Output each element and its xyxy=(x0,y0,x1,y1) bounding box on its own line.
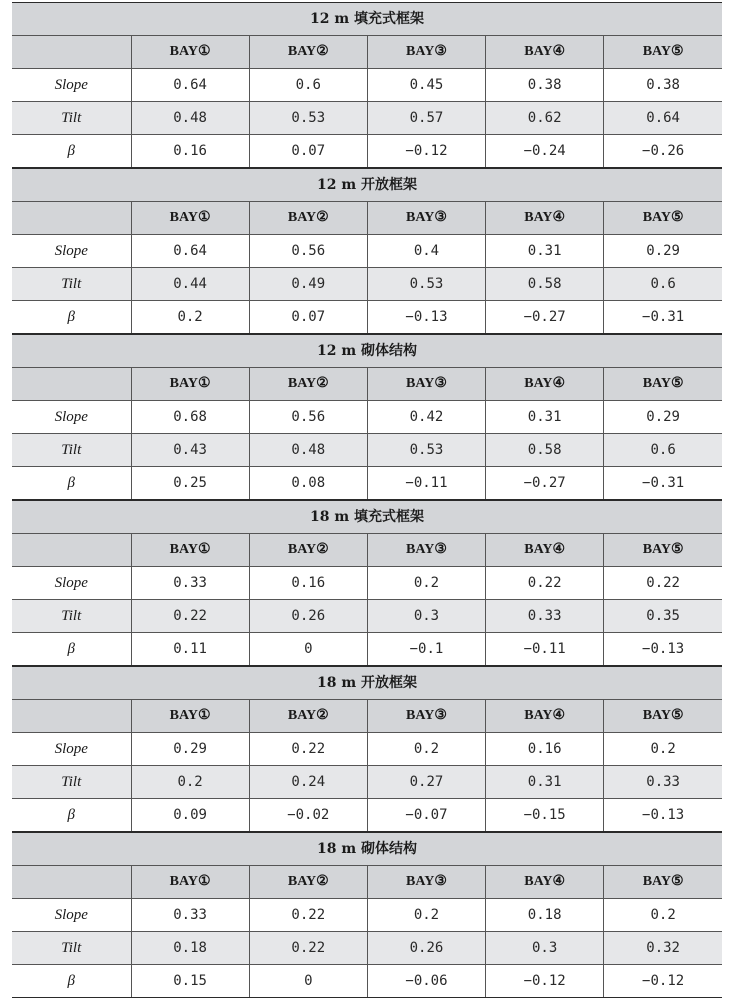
table-row-tilt xyxy=(12,932,722,965)
table-row-beta xyxy=(12,301,722,334)
table-cell: −0.12 xyxy=(604,965,722,998)
section-title-row xyxy=(12,833,722,866)
column-header: BAY③ xyxy=(367,202,485,235)
table-cell: −0.12 xyxy=(367,135,485,168)
table-row-beta xyxy=(12,799,722,832)
table-cell: 0.57 xyxy=(367,102,485,135)
table-cell: 0.6 xyxy=(249,69,367,102)
table-cell: −0.11 xyxy=(486,633,604,666)
table-cell: 0.31 xyxy=(486,401,604,434)
table-cell: 0.6 xyxy=(604,268,722,301)
table-cell: 0.3 xyxy=(486,932,604,965)
row-label: Slope xyxy=(12,733,131,766)
table-cell: 0.27 xyxy=(367,766,485,799)
table-cell: 0.4 xyxy=(367,235,485,268)
section-title: 18 m 填充式框架 xyxy=(12,501,722,534)
table-cell: 0.33 xyxy=(604,766,722,799)
table-cell: 0.2 xyxy=(604,899,722,932)
column-header: BAY② xyxy=(249,36,367,69)
section-table xyxy=(12,168,722,334)
table-cell: −0.15 xyxy=(486,799,604,832)
section-title: 12 m 填充式框架 xyxy=(12,3,722,36)
column-header: BAY① xyxy=(131,700,249,733)
table-cell: 0.53 xyxy=(367,434,485,467)
section-title-row xyxy=(12,3,722,36)
table-row-tilt xyxy=(12,268,722,301)
table-row-slope xyxy=(12,733,722,766)
table-cell: 0.11 xyxy=(131,633,249,666)
table-cell: 0.18 xyxy=(131,932,249,965)
section-table xyxy=(12,334,722,500)
section-table xyxy=(12,832,722,998)
table-cell: 0.33 xyxy=(486,600,604,633)
row-label: β xyxy=(12,301,131,334)
row-label: β xyxy=(12,135,131,168)
column-header: BAY③ xyxy=(367,368,485,401)
row-label: Tilt xyxy=(12,766,131,799)
table-cell: 0.6 xyxy=(604,434,722,467)
table-cell: 0.22 xyxy=(249,899,367,932)
table-cell: 0.48 xyxy=(131,102,249,135)
corner-cell xyxy=(12,534,131,567)
table-cell: 0.49 xyxy=(249,268,367,301)
table-cell: 0.53 xyxy=(367,268,485,301)
table-cell: 0.26 xyxy=(249,600,367,633)
table-row-tilt xyxy=(12,434,722,467)
column-header: BAY③ xyxy=(367,36,485,69)
column-header: BAY⑤ xyxy=(604,866,722,899)
table-cell: 0.33 xyxy=(131,567,249,600)
table-cell: −0.13 xyxy=(604,633,722,666)
table-cell: 0.29 xyxy=(604,235,722,268)
column-header-row xyxy=(12,202,722,235)
column-header: BAY① xyxy=(131,36,249,69)
row-label: β xyxy=(12,965,131,998)
table-cell: 0.53 xyxy=(249,102,367,135)
table-cell: 0.56 xyxy=(249,401,367,434)
table-cell: −0.13 xyxy=(367,301,485,334)
table-cell: −0.06 xyxy=(367,965,485,998)
section-title-row xyxy=(12,335,722,368)
table-cell: 0.07 xyxy=(249,135,367,168)
table-cell: 0 xyxy=(249,633,367,666)
table-cell: 0.29 xyxy=(131,733,249,766)
table-cell: 0.22 xyxy=(486,567,604,600)
column-header: BAY① xyxy=(131,368,249,401)
row-label: Tilt xyxy=(12,102,131,135)
table-row-slope xyxy=(12,235,722,268)
table-cell: 0.15 xyxy=(131,965,249,998)
column-header: BAY⑤ xyxy=(604,36,722,69)
table-cell: 0.64 xyxy=(604,102,722,135)
column-header: BAY⑤ xyxy=(604,700,722,733)
table-cell: −0.31 xyxy=(604,467,722,500)
row-label: β xyxy=(12,467,131,500)
table-cell: −0.24 xyxy=(486,135,604,168)
column-header: BAY③ xyxy=(367,866,485,899)
table-cell: 0.33 xyxy=(131,899,249,932)
column-header: BAY④ xyxy=(486,866,604,899)
column-header: BAY④ xyxy=(486,368,604,401)
table-cell: 0.43 xyxy=(131,434,249,467)
column-header: BAY③ xyxy=(367,534,485,567)
row-label: Slope xyxy=(12,401,131,434)
table-cell: 0.68 xyxy=(131,401,249,434)
table-cell: 0.58 xyxy=(486,434,604,467)
table-cell: 0.44 xyxy=(131,268,249,301)
table-cell: 0.38 xyxy=(486,69,604,102)
table-row-beta xyxy=(12,965,722,998)
column-header-row xyxy=(12,368,722,401)
row-label: β xyxy=(12,633,131,666)
table-cell: 0.2 xyxy=(131,301,249,334)
table-cell: 0.16 xyxy=(131,135,249,168)
corner-cell xyxy=(12,700,131,733)
row-label: Tilt xyxy=(12,268,131,301)
table-cell: 0.16 xyxy=(249,567,367,600)
corner-cell xyxy=(12,866,131,899)
table-cell: 0.42 xyxy=(367,401,485,434)
table-cell: 0.2 xyxy=(367,733,485,766)
column-header-row xyxy=(12,866,722,899)
column-header: BAY② xyxy=(249,202,367,235)
row-label: Tilt xyxy=(12,434,131,467)
column-header: BAY② xyxy=(249,368,367,401)
table-cell: −0.27 xyxy=(486,467,604,500)
table-cell: 0.31 xyxy=(486,235,604,268)
table-row-beta xyxy=(12,633,722,666)
table-row-slope xyxy=(12,69,722,102)
table-cell: −0.13 xyxy=(604,799,722,832)
table-cell: 0.25 xyxy=(131,467,249,500)
table-cell: 0.09 xyxy=(131,799,249,832)
table-cell: 0.2 xyxy=(131,766,249,799)
table-cell: 0.58 xyxy=(486,268,604,301)
column-header: BAY④ xyxy=(486,36,604,69)
section-table xyxy=(12,500,722,666)
table-cell: 0.22 xyxy=(131,600,249,633)
table-cell: 0.2 xyxy=(367,899,485,932)
column-header-row xyxy=(12,36,722,69)
table-row-slope xyxy=(12,401,722,434)
column-header: BAY② xyxy=(249,700,367,733)
section-title: 18 m 砌体结构 xyxy=(12,833,722,866)
table-cell: −0.07 xyxy=(367,799,485,832)
table-cell: 0.32 xyxy=(604,932,722,965)
column-header: BAY⑤ xyxy=(604,534,722,567)
corner-cell xyxy=(12,36,131,69)
table-cell: 0.31 xyxy=(486,766,604,799)
column-header: BAY⑤ xyxy=(604,368,722,401)
table-cell: 0.26 xyxy=(367,932,485,965)
table-cell: 0.22 xyxy=(604,567,722,600)
table-cell: 0.64 xyxy=(131,69,249,102)
table-cell: −0.27 xyxy=(486,301,604,334)
table-cell: 0.29 xyxy=(604,401,722,434)
table-cell: 0.38 xyxy=(604,69,722,102)
column-header-row xyxy=(12,534,722,567)
table-cell: 0.35 xyxy=(604,600,722,633)
section-table xyxy=(12,666,722,832)
table-cell: −0.02 xyxy=(249,799,367,832)
row-label: Slope xyxy=(12,235,131,268)
table-row-slope xyxy=(12,567,722,600)
corner-cell xyxy=(12,202,131,235)
column-header: BAY① xyxy=(131,534,249,567)
table-cell: 0.24 xyxy=(249,766,367,799)
table-cell: 0.62 xyxy=(486,102,604,135)
column-header: BAY④ xyxy=(486,202,604,235)
table-cell: 0 xyxy=(249,965,367,998)
table-cell: 0.64 xyxy=(131,235,249,268)
table-row-slope xyxy=(12,899,722,932)
table-row-tilt xyxy=(12,102,722,135)
column-header: BAY① xyxy=(131,202,249,235)
table-cell: 0.22 xyxy=(249,932,367,965)
table-row-beta xyxy=(12,467,722,500)
table-cell: 0.2 xyxy=(604,733,722,766)
table-cell: 0.08 xyxy=(249,467,367,500)
table-cell: 0.56 xyxy=(249,235,367,268)
column-header: BAY④ xyxy=(486,700,604,733)
section-title: 12 m 开放框架 xyxy=(12,169,722,202)
table-cell: 0.22 xyxy=(249,733,367,766)
table-cell: −0.26 xyxy=(604,135,722,168)
table-row-tilt xyxy=(12,766,722,799)
table-cell: 0.07 xyxy=(249,301,367,334)
section-title-row xyxy=(12,501,722,534)
row-label: β xyxy=(12,799,131,832)
section-table xyxy=(12,2,722,168)
column-header: BAY① xyxy=(131,866,249,899)
table-cell: 0.2 xyxy=(367,567,485,600)
section-title: 12 m 砌体结构 xyxy=(12,335,722,368)
column-header: BAY② xyxy=(249,534,367,567)
table-cell: −0.31 xyxy=(604,301,722,334)
table-cell: 0.18 xyxy=(486,899,604,932)
column-header: BAY④ xyxy=(486,534,604,567)
table-cell: 0.48 xyxy=(249,434,367,467)
column-header: BAY③ xyxy=(367,700,485,733)
row-label: Slope xyxy=(12,899,131,932)
table-cell: 0.16 xyxy=(486,733,604,766)
row-label: Tilt xyxy=(12,932,131,965)
row-label: Slope xyxy=(12,69,131,102)
table-cell: 0.3 xyxy=(367,600,485,633)
row-label: Tilt xyxy=(12,600,131,633)
column-header: BAY⑤ xyxy=(604,202,722,235)
column-header: BAY② xyxy=(249,866,367,899)
row-label: Slope xyxy=(12,567,131,600)
table-cell: −0.12 xyxy=(486,965,604,998)
section-title-row xyxy=(12,667,722,700)
column-header-row xyxy=(12,700,722,733)
table-cell: 0.45 xyxy=(367,69,485,102)
section-title: 18 m 开放框架 xyxy=(12,667,722,700)
table-cell: −0.1 xyxy=(367,633,485,666)
corner-cell xyxy=(12,368,131,401)
table-row-tilt xyxy=(12,600,722,633)
coefficient-tables xyxy=(12,2,722,998)
table-cell: −0.11 xyxy=(367,467,485,500)
section-title-row xyxy=(12,169,722,202)
table-row-beta xyxy=(12,135,722,168)
